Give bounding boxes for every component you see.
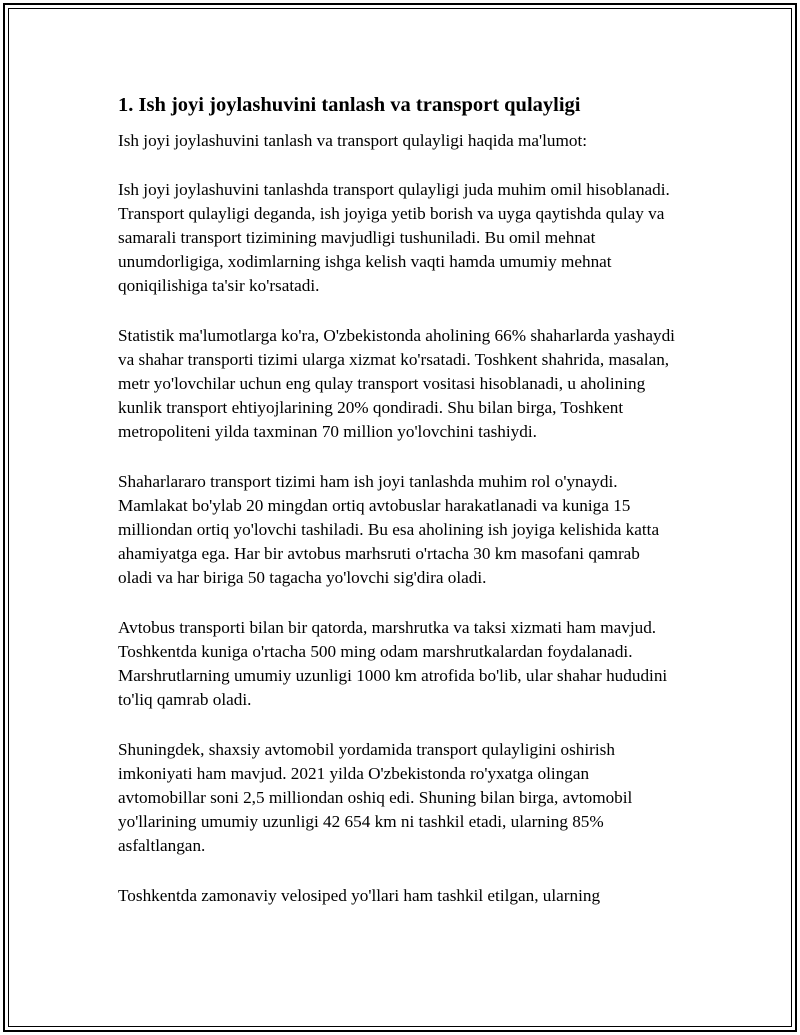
paragraph-private-cars: Shuningdek, shaxsiy avtomobil yordamida transport qulayligini oshirish imkoniyati ham mavjud. 2021 yilda O'zbekistonda ro'yxatga olingan avtomobillar soni 2,5 milliondan oshiq edi. Shuning bilan birga, avtomobil yo'llarining umumiy uzunligi 42 654 km ni tashkil etadi, ularning 85% asfaltlangan.: [118, 740, 633, 855]
section-heading: 1. Ish joyi joylashuvini tanlash va transport qulayligi: [118, 94, 581, 116]
paragraph-urban-statistics: Statistik ma'lumotlarga ko'ra, O'zbekistonda aholining 66% shaharlarda yashaydi va shahar transporti tizimi ularga xizmat ko'rsatadi. Toshkent shahrida, masalan, metr yo'lovchilar uchun eng qulay transport vositasi hisoblanadi, u aholining kunlik transport ehtiyojlarining 20% qondiradi. Shu bilan birga, Toshkent metropoliteni yilda taxminan 70 million yo'lovchini tashiydi.: [118, 326, 675, 441]
paragraph-minibus-taxi: Avtobus transporti bilan bir qatorda, marshrutka va taksi xizmati ham mavjud. Toshkentda kuniga o'rtacha 500 ming odam marshrutkalardan foydalanadi. Marshrutlarning umumiy uzunligi 1000 km atrofida bo'lib, ular shahar hududini to'liq qamrab oladi.: [118, 618, 668, 709]
document-body: [118, 92, 678, 934]
intro-paragraph: Ish joyi joylashuvini tanlash va transport qulayligi haqida ma'lumot:: [118, 131, 587, 150]
paragraph-transport-importance: Ish joyi joylashuvini tanlashda transport qulayligi juda muhim omil hisoblanadi. Transport qulayligi deganda, ish joyiga yetib borish va uyga qaytishda qulay va samarali transport tizimining mavjudligi tushuniladi. Bu omil mehnat unumdorligiga, xodimlarning ishga kelish vaqti hamda umumiy mehnat qoniqilishiga ta'sir ko'rsatadi.: [118, 180, 670, 295]
paragraph-bicycle-lanes: Toshkentda zamonaviy velosiped yo'llari ham tashkil etilgan, ularning: [118, 886, 601, 905]
paragraph-intercity-buses: Shaharlararo transport tizimi ham ish joyi tanlashda muhim rol o'ynaydi. Mamlakat bo'ylab 20 mingdan ortiq avtobuslar harakatlanadi va kuniga 15 milliondan ortiq yo'lovchi tashiladi. Bu esa aholining ish joyiga kelishida katta ahamiyatga ega. Har bir avtobus marhsruti o'rtacha 30 km masofani qamrab oladi va har biriga 50 tagacha yo'lovchi sig'dira oladi.: [118, 472, 660, 587]
